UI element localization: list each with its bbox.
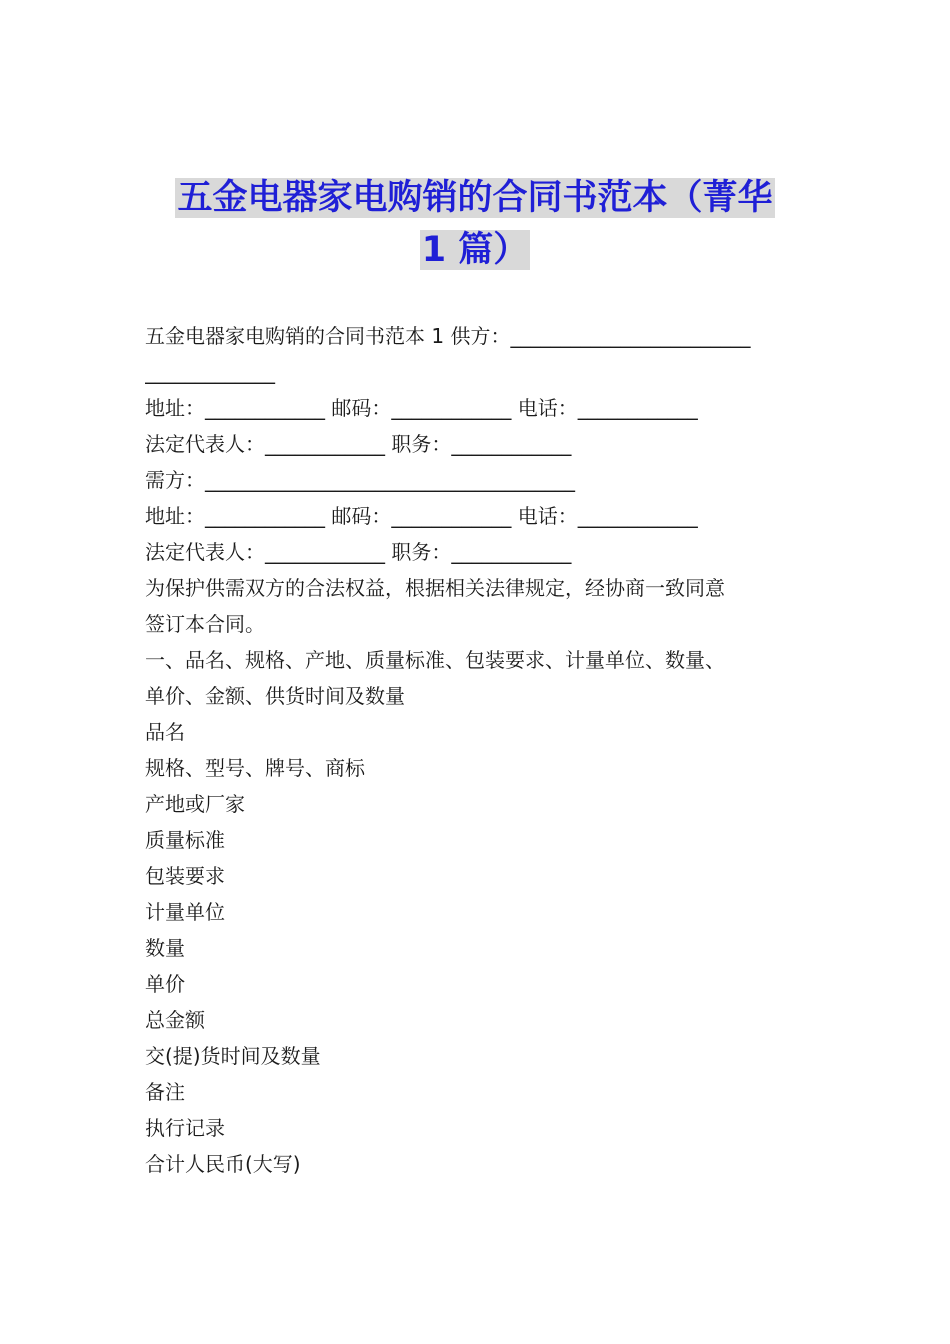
preamble-line-2: 签订本合同。 <box>145 612 265 636</box>
list-item: 数量 <box>145 936 185 960</box>
document-title <box>145 172 805 276</box>
list-item: 合计人民币(大写) <box>145 1152 301 1176</box>
buyer-representative-line: 法定代表人：____________ 职务：____________ <box>145 540 572 564</box>
document-body <box>145 318 810 1182</box>
buyer-line: 需方：_____________________________________ <box>145 468 575 492</box>
preamble-line-1: 为保护供需双方的合法权益，根据相关法律规定，经协商一致同意 <box>145 576 725 600</box>
list-item: 单价 <box>145 972 185 996</box>
section-1-heading-line-2: 单价、金额、供货时间及数量 <box>145 684 405 708</box>
title-line-1: 五金电器家电购销的合同书范本（菁华 <box>177 178 773 218</box>
supplier-line: 五金电器家电购销的合同书范本 1 供方：________________________ <box>145 324 751 348</box>
buyer-address-line: 地址：____________ 邮码：____________ 电话：____________ <box>145 504 698 528</box>
list-item: 规格、型号、牌号、商标 <box>145 756 365 780</box>
supplier-line-continued: _____________ <box>145 360 275 384</box>
list-item: 总金额 <box>145 1008 205 1032</box>
list-item: 执行记录 <box>145 1116 225 1140</box>
list-item: 品名 <box>145 720 185 744</box>
supplier-address-line: 地址：____________ 邮码：____________ 电话：____________ <box>145 396 698 420</box>
list-item: 产地或厂家 <box>145 792 245 816</box>
list-item: 备注 <box>145 1080 185 1104</box>
list-item: 包装要求 <box>145 864 225 888</box>
list-item: 质量标准 <box>145 828 225 852</box>
supplier-representative-line: 法定代表人：____________ 职务：____________ <box>145 432 572 456</box>
list-item: 计量单位 <box>145 900 225 924</box>
list-item: 交(提)货时间及数量 <box>145 1044 321 1068</box>
title-line-2: 1 篇） <box>421 230 529 270</box>
section-1-heading-line-1: 一、品名、规格、产地、质量标准、包装要求、计量单位、数量、 <box>145 648 725 672</box>
